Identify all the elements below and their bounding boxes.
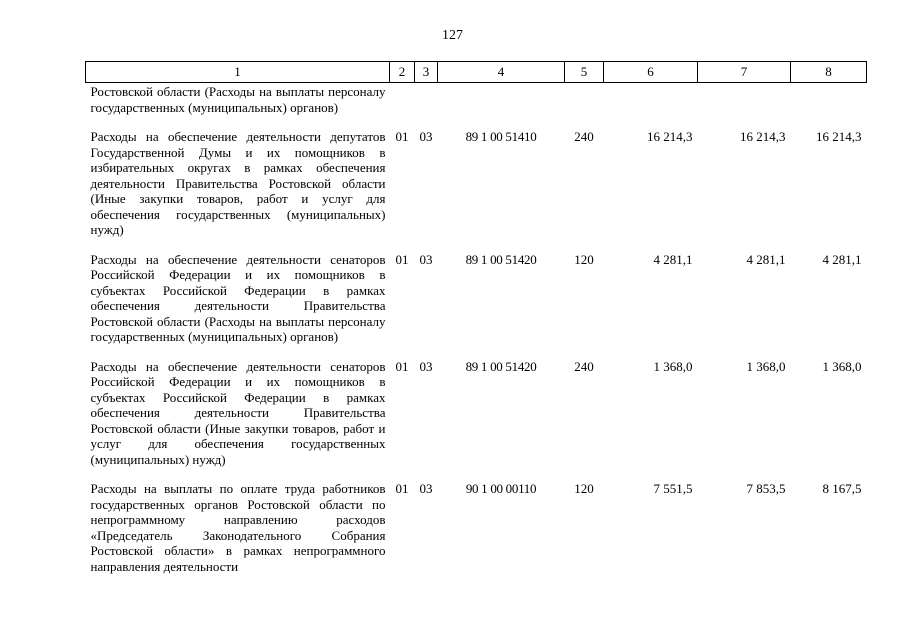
column-header-2: 2 xyxy=(390,62,415,83)
row-expense-type: 240 xyxy=(574,129,594,144)
row-section: 01 xyxy=(395,358,409,374)
row-target-article: 90 1 00 00110 xyxy=(465,481,537,496)
column-header-3: 3 xyxy=(415,62,438,83)
row-description: Расходы на выплаты по оплате труда работников государственных органов Ростовской области по непрограммному направлению расходов «Председатель Законодательного Собрания Ростовской области» в рамках непрограммного направления деятельности xyxy=(90,481,386,574)
row-expense-type: 120 xyxy=(574,251,594,267)
row-expense-type: 120 xyxy=(574,481,594,496)
column-header-8: 8 xyxy=(791,62,867,83)
row-subsection: 03 xyxy=(419,481,433,496)
row-expense-type: 240 xyxy=(574,358,594,374)
row-amount-year3: 8 167,5 xyxy=(822,481,862,496)
row-section: 01 xyxy=(395,481,409,496)
page-number: 127 xyxy=(442,28,463,43)
table-row xyxy=(86,115,867,238)
row-target-article: 89 1 00 51410 xyxy=(465,129,537,144)
row-description: Расходы на обеспечение деятельности сенаторов Российской Федерации и их помощников в субъектах Российской Федерации в рамках обеспечения деятельности Правительства Ростовской области (Иные закупки товаров, работ и услуг для обеспечения государственных (муниципальных) нужд) xyxy=(90,358,386,467)
row-amount-year1: 7 551,5 xyxy=(653,481,693,496)
row-amount-year1: 1 368,0 xyxy=(653,358,693,374)
row-amount-year1: 4 281,1 xyxy=(653,251,693,267)
row-amount-year3: 16 214,3 xyxy=(816,129,862,144)
column-header-7: 7 xyxy=(698,62,791,83)
row-description: Расходы на обеспечение деятельности сенаторов Российской Федерации и их помощников в субъектах Российской Федерации в рамках обеспечения деятельности Правительства Ростовской области (Расходы на выплаты персоналу государственных (муниципальных) органов) xyxy=(90,251,386,344)
row-description: Расходы на обеспечение деятельности депутатов Государственной Думы и их помощников в избирательных округах в рамках обеспечения деятельности Правительства Ростовской области (Иные закупки товаров, работ и услуг для обеспечения государственных (муниципальных) нужд) xyxy=(90,129,386,237)
column-header-5: 5 xyxy=(565,62,604,83)
row-amount-year3: 4 281,1 xyxy=(822,251,862,267)
row-amount-year2: 16 214,3 xyxy=(740,129,786,144)
table-row xyxy=(86,345,867,468)
row-section: 01 xyxy=(395,129,409,144)
row-amount-year3: 1 368,0 xyxy=(822,358,862,374)
row-amount-year1: 16 214,3 xyxy=(647,129,693,144)
row-section: 01 xyxy=(395,251,409,267)
table-row xyxy=(86,467,867,574)
row-target-article: 89 1 00 51420 xyxy=(465,251,537,267)
row-subsection: 03 xyxy=(419,129,433,144)
row-subsection: 03 xyxy=(419,358,433,374)
continuation-description: Ростовской области (Расходы на выплаты персоналу государственных (муниципальных) органов) xyxy=(90,84,386,115)
header-row xyxy=(86,62,867,83)
row-amount-year2: 1 368,0 xyxy=(746,358,786,374)
continuation-row xyxy=(86,83,867,116)
row-target-article: 89 1 00 51420 xyxy=(465,358,537,374)
row-subsection: 03 xyxy=(419,251,433,267)
row-amount-year2: 7 853,5 xyxy=(746,481,786,496)
column-header-1: 1 xyxy=(86,62,390,83)
column-header-4: 4 xyxy=(438,62,565,83)
budget-table xyxy=(85,61,867,574)
row-amount-year2: 4 281,1 xyxy=(746,251,786,267)
table-row xyxy=(86,238,867,345)
column-header-6: 6 xyxy=(604,62,698,83)
